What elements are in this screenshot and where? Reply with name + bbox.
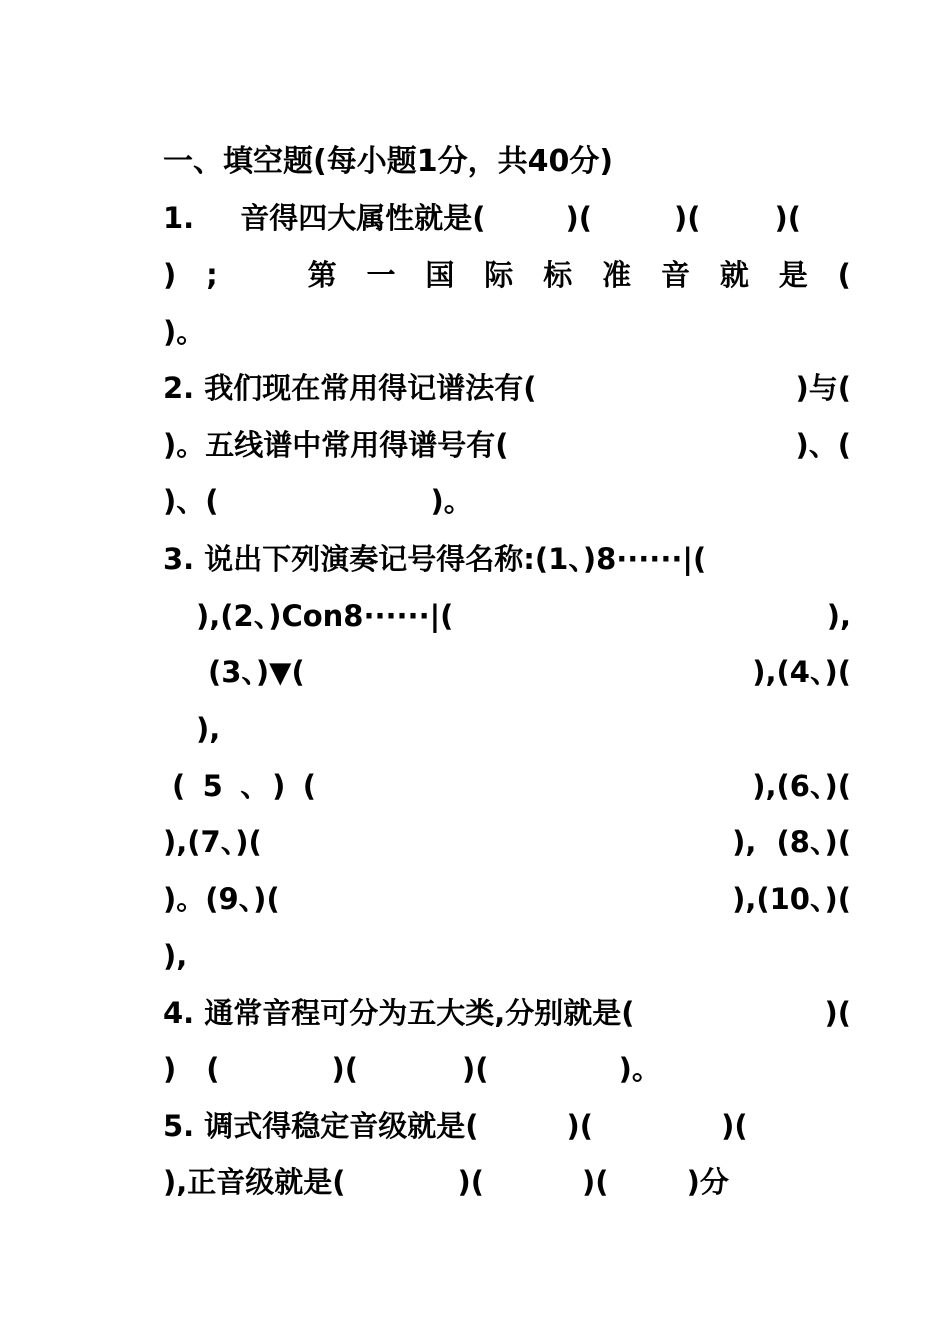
- q1-line-2: ) ; 第 一 国 际 标 准 音 就 是 (: [163, 258, 851, 292]
- q1-line-3: )。: [163, 315, 206, 349]
- q4-line-2: ) ( )( )( )。: [163, 1052, 661, 1086]
- q3-line-3: (3、)▼( ),(4、)(: [208, 655, 851, 689]
- q3-line-5: (5、)( ),(6、)(: [172, 769, 851, 803]
- q3-line-1: 3. 说出下列演奏记号得名称:(1、)8······|(: [163, 542, 707, 576]
- q5-line-1: 5. 调式得稳定音级就是( )( )(: [163, 1109, 748, 1143]
- q3-line-7: )。(9、)( ),(10、)(: [163, 882, 851, 916]
- q3-line-4: ),: [196, 712, 221, 746]
- q3-line-8: ),: [163, 939, 188, 973]
- q3-line-2: ),(2、)Con8······|( ),: [196, 599, 851, 633]
- q2-line-2: )。五线谱中常用得谱号有( )、(: [163, 428, 851, 462]
- q1-line-1: 1. 音得四大属性就是( )( )( )(: [163, 201, 802, 235]
- q4-line-1: 4. 通常音程可分为五大类,分别就是( )(: [163, 996, 851, 1030]
- q2-line-3: )、( )。: [163, 484, 473, 518]
- q2-line-1: 2. 我们现在常用得记谱法有( )与(: [163, 371, 851, 405]
- section-title: 一、填空题(每小题1分，共40分): [163, 144, 614, 179]
- q5-line-2: ),正音级就是( )( )( )分: [163, 1165, 729, 1199]
- q3-line-6: ),(7、)( ), (8、)(: [163, 825, 851, 859]
